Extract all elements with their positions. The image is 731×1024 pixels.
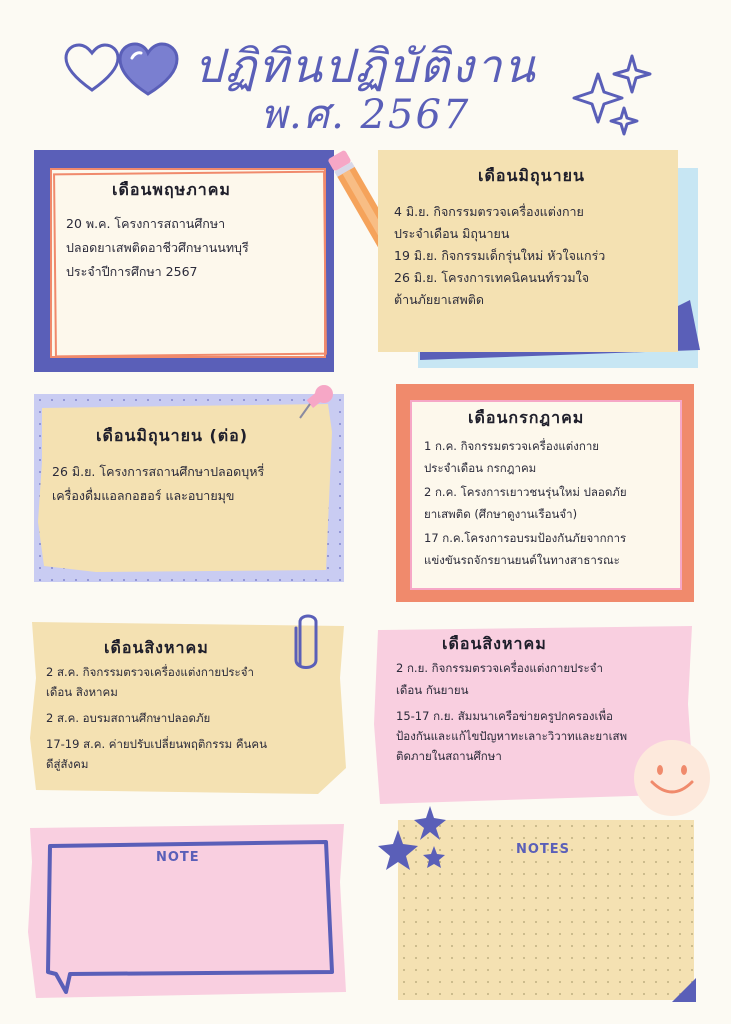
card-title: เดือนพฤษภาคม (112, 180, 231, 199)
card-line: 20 พ.ค. โครงการสถานศึกษา (66, 216, 226, 231)
card-line: ประจำเดือน กรกฎาคม (424, 461, 537, 475)
card-line: 19 มิ.ย. กิจกรรมเด็กรุ่นใหม่ หัวใจแกร่ว (394, 248, 606, 263)
card-line: 2 ก.ย. กิจกรรมตรวจเครื่องแต่งกายประจำ (396, 661, 603, 675)
card-line: 2 ส.ค. กิจกรรมตรวจเครื่องแต่งกายประจำ (46, 665, 254, 679)
smiley-face-icon (632, 738, 712, 818)
card-line: 17-19 ส.ค. ค่ายปรับเปลี่ยนพฤติกรรม คืนคน (46, 737, 267, 751)
card-line: ประจำปีการศึกษา 2567 (66, 264, 198, 279)
card-line: ป้องกันและแก้ไขปัญหาทะเลาะวิวาทและยาเสพ (396, 729, 628, 743)
notes-label: NOTES (516, 842, 571, 857)
card-title: เดือนกรกฎาคม (468, 408, 585, 427)
card-line: 4 มิ.ย. กิจกรรมตรวจเครื่องแต่งกาย (394, 204, 584, 219)
card-title: เดือนมิถุนายน (ต่อ) (96, 426, 249, 445)
card-line: 17 ก.ค.โครงการอบรมป้องกันภัยจากการ (424, 531, 627, 545)
card-line: 15-17 ก.ย. สัมมนาเครือข่ายครูปกครองเพื่อ (396, 709, 613, 723)
card-title: เดือนสิงหาคม (104, 638, 209, 657)
card-line: ปลอดยาเสพติดอาชีวศึกษานนทบุรี (66, 240, 249, 255)
card-line: เครื่องดื่มแอลกอฮอร์ และอบายมุข (52, 488, 235, 503)
card-line: ยาเสพติด (ศึกษาดูงานเรือนจำ) (424, 507, 578, 521)
card-line: 2 ก.ค. โครงการเยาวชนรุ่นใหม่ ปลอดภัย (424, 485, 627, 499)
card-line: ติดภายในสถานศึกษา (396, 749, 502, 763)
card-line: ต้านภัยยาเสพติด (394, 292, 484, 307)
card-title: เดือนสิงหาคม (442, 634, 547, 653)
card-line: 26 มิ.ย. โครงการเทคนิคนนท์รวมใจ (394, 270, 590, 285)
card-line: เดือน สิงหาคม (46, 685, 118, 699)
card-line: แข่งขันรถจักรยานยนต์ในทางสาธารณะ (424, 553, 620, 567)
note-label: NOTE (156, 850, 200, 865)
push-pin-icon (294, 380, 344, 426)
paper-clip-icon (290, 606, 326, 680)
page-subtitle-year: พ.ศ. 2567 (260, 92, 471, 138)
card-title: เดือนมิถุนายน (478, 166, 585, 185)
stars-icon (376, 800, 456, 880)
card-line: 2 ส.ค. อบรมสถานศึกษาปลอดภัย (46, 711, 211, 725)
card-line: ดีสู่สังคม (46, 757, 89, 771)
page-title: ปฏิทินปฏิบัติงาน (194, 39, 537, 93)
card-line: เดือน กันยายน (396, 683, 469, 697)
card-line: 1 ก.ค. กิจกรรมตรวจเครื่องแต่งกาย (424, 439, 600, 453)
card-line: 26 มิ.ย. โครงการสถานศึกษาปลอดบุหรี่ (52, 464, 265, 479)
card-line: ประจำเดือน มิถุนายน (394, 226, 510, 241)
sparkle-stars-icon (570, 52, 660, 142)
